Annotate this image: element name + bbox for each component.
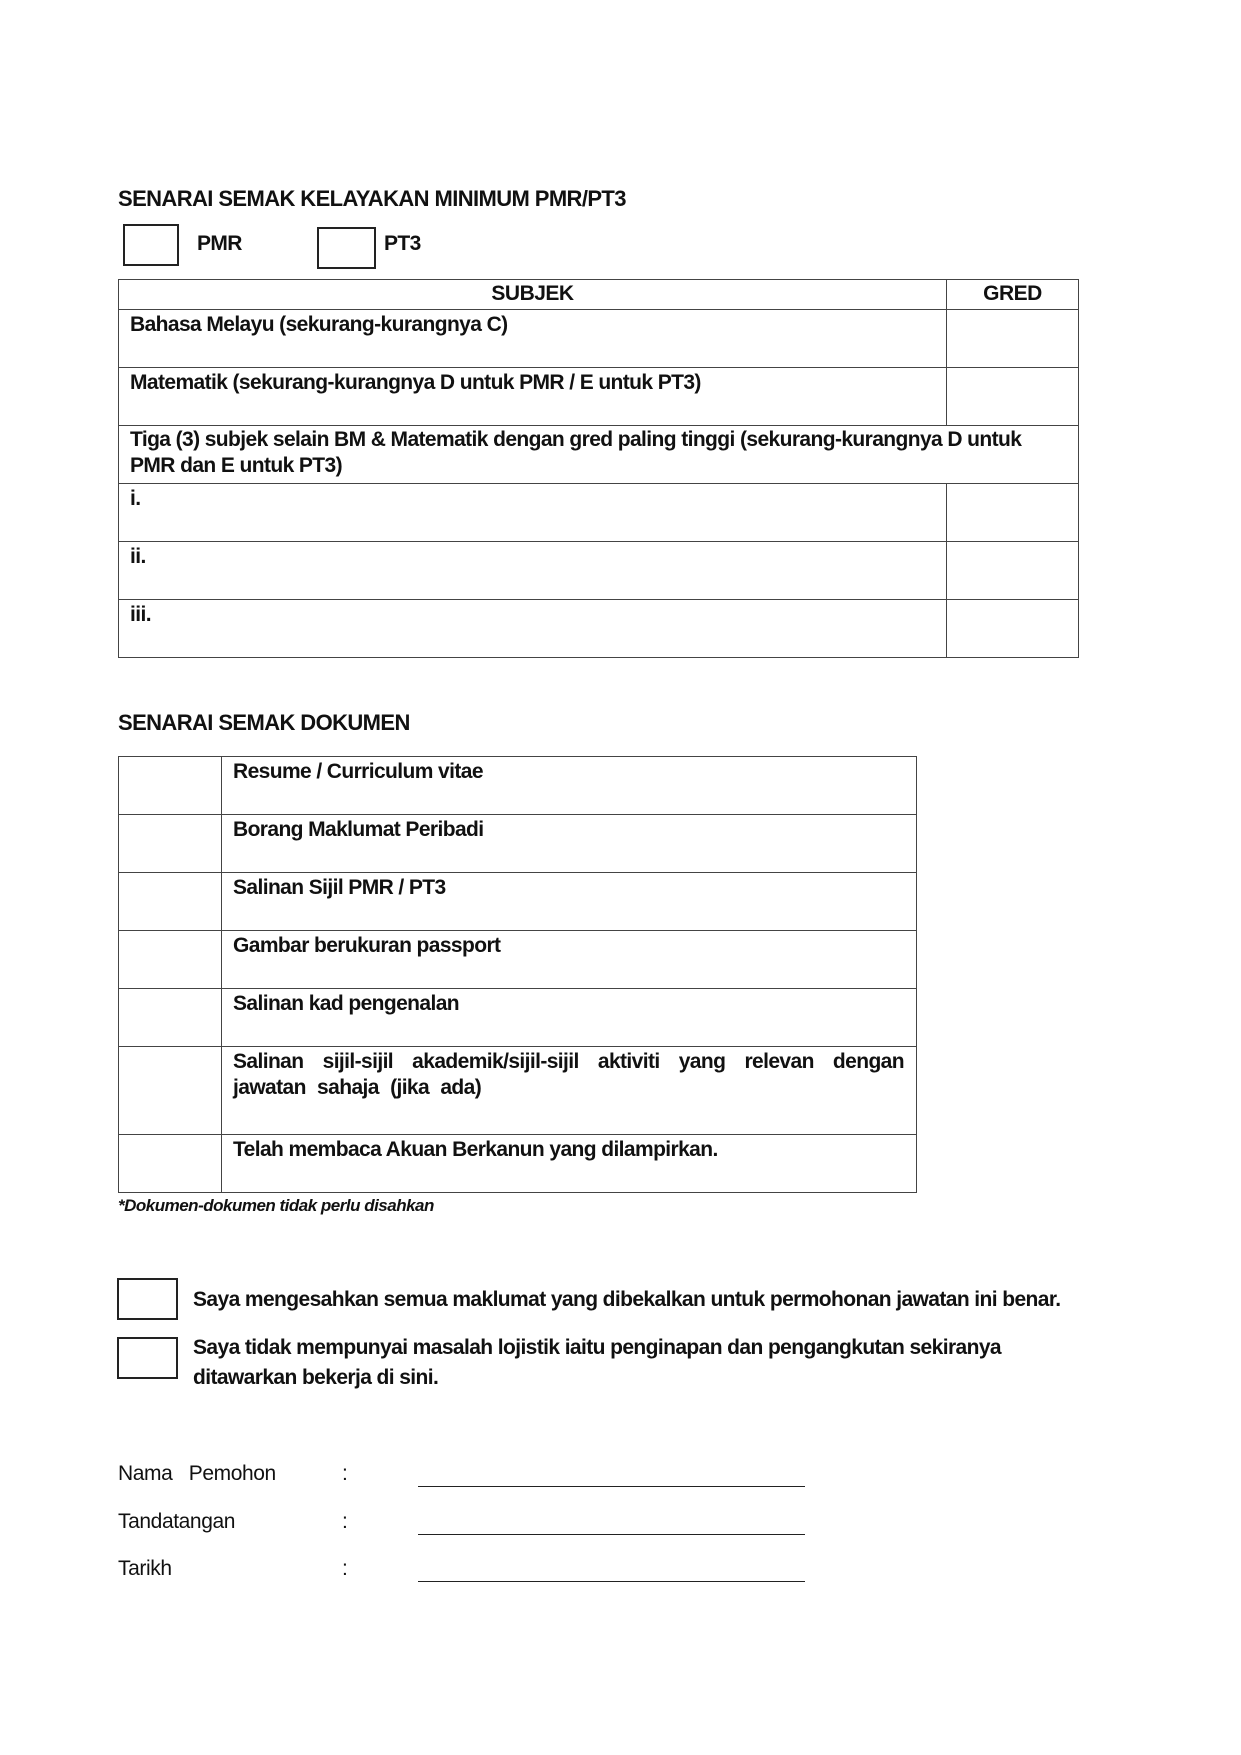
document-checklist-table (118, 756, 917, 1193)
declaration-text-logistics-line2: ditawarkan bekerja di sini. (193, 1366, 439, 1389)
date-colon: : (342, 1557, 348, 1580)
declaration-text-confirm: Saya mengesahkan semua maklumat yang dibekalkan untuk permohonan jawatan ini benar. (193, 1288, 1061, 1311)
subject-cell: Bahasa Melayu (sekurang-kurangnya C) (119, 310, 947, 368)
subject-grade-table (118, 279, 1079, 658)
grade-header: GRED (947, 280, 1079, 310)
declaration-checkbox-logistics[interactable] (117, 1337, 178, 1379)
subject-input-cell[interactable]: i. (119, 484, 947, 542)
document-row (119, 757, 917, 815)
document-label: Salinan Sijil PMR / PT3 (222, 873, 917, 931)
table-row (119, 368, 1079, 426)
signature-field[interactable] (418, 1534, 805, 1535)
pt3-checkbox[interactable] (317, 227, 376, 269)
declaration-checkbox-confirm[interactable] (117, 1278, 178, 1320)
applicant-name-label: Nama Pemohon (118, 1462, 276, 1485)
document-row (119, 989, 917, 1047)
table-header-row (119, 280, 1079, 310)
document-label: Gambar berukuran passport (222, 931, 917, 989)
document-label: Borang Maklumat Peribadi (222, 815, 917, 873)
signature-colon: : (342, 1510, 348, 1533)
document-row (119, 1047, 917, 1135)
signature-label: Tandatangan (118, 1510, 236, 1533)
merged-instruction-cell: Tiga (3) subjek selain BM & Matematik dengan gred paling tinggi (sekurang-kurangnya D untuk PMR dan E untuk PT3) (119, 426, 1079, 484)
document-label: Resume / Curriculum vitae (222, 757, 917, 815)
document-checkbox-cell[interactable] (119, 989, 222, 1047)
section-title-kelayakan: SENARAI SEMAK KELAYAKAN MINIMUM PMR/PT3 (118, 186, 626, 211)
document-label: Telah membaca Akuan Berkanun yang dilampirkan. (222, 1135, 917, 1193)
document-checkbox-cell[interactable] (119, 931, 222, 989)
subject-input-cell[interactable]: ii. (119, 542, 947, 600)
table-row (119, 542, 1079, 600)
grade-input-cell[interactable] (947, 310, 1079, 368)
table-row (119, 310, 1079, 368)
document-checkbox-cell[interactable] (119, 873, 222, 931)
document-label: Salinan kad pengenalan (222, 989, 917, 1047)
date-field[interactable] (418, 1581, 805, 1582)
document-checkbox-cell[interactable] (119, 815, 222, 873)
document-row (119, 873, 917, 931)
applicant-name-field[interactable] (418, 1486, 805, 1487)
document-checkbox-cell[interactable] (119, 757, 222, 815)
subject-input-cell[interactable]: iii. (119, 600, 947, 658)
document-checkbox-cell[interactable] (119, 1135, 222, 1193)
pt3-label: PT3 (384, 232, 421, 255)
subject-header: SUBJEK (119, 280, 947, 310)
merged-instruction-row (119, 426, 1079, 484)
table-row (119, 600, 1079, 658)
document-row (119, 815, 917, 873)
document-checkbox-cell[interactable] (119, 1047, 222, 1135)
pmr-label: PMR (197, 232, 242, 255)
document-label: Salinan sijil-sijil akademik/sijil-sijil aktiviti yang relevan dengan jawatan sahaja (jika ada) (222, 1047, 917, 1135)
applicant-name-colon: : (342, 1462, 348, 1485)
grade-input-cell[interactable] (947, 368, 1079, 426)
document-row (119, 1135, 917, 1193)
document-row (119, 931, 917, 989)
grade-input-cell[interactable] (947, 600, 1079, 658)
grade-input-cell[interactable] (947, 484, 1079, 542)
documents-note: *Dokumen-dokumen tidak perlu disahkan (118, 1196, 434, 1215)
pmr-checkbox[interactable] (123, 224, 179, 266)
section-title-dokumen: SENARAI SEMAK DOKUMEN (118, 710, 410, 735)
declaration-text-logistics-line1: Saya tidak mempunyai masalah lojistik iaitu penginapan dan pengangkutan sekiranya (193, 1336, 1001, 1359)
subject-cell: Matematik (sekurang-kurangnya D untuk PMR / E untuk PT3) (119, 368, 947, 426)
grade-input-cell[interactable] (947, 542, 1079, 600)
date-label: Tarikh (118, 1557, 172, 1580)
table-row (119, 484, 1079, 542)
